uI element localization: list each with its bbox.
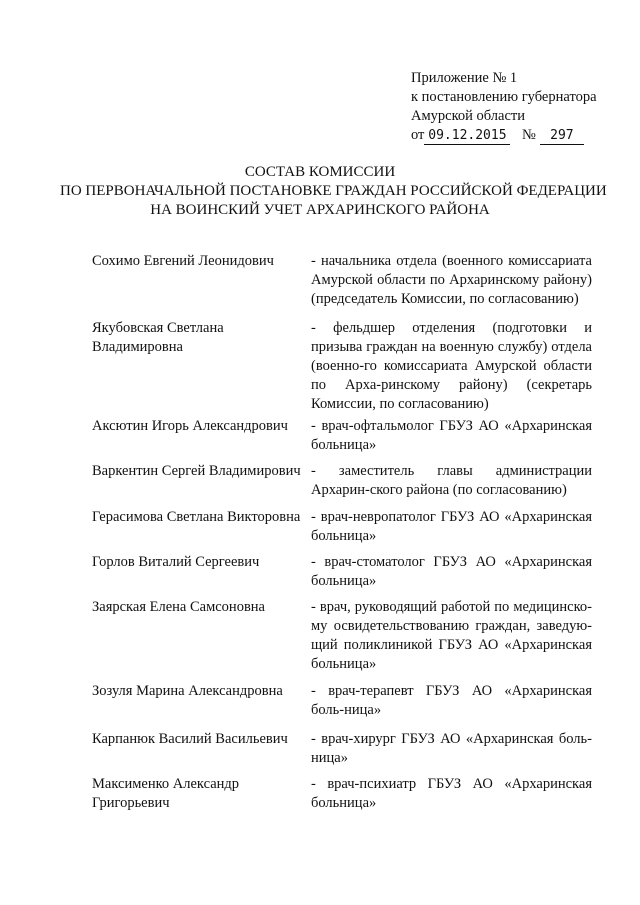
document-title	[60, 163, 607, 220]
member-role: - фельдшер отделения (подготовки и призыва граждан на военную службу) отдела (военно-го комиссариата Амурской области по Арха-ринскому району) (секретарь Комиссии, по согласованию)	[311, 320, 592, 412]
member-name: Максименко Александр Григорьевич	[92, 776, 240, 811]
member-name: Заярская Елена Самсоновна	[92, 599, 265, 615]
member-role: - заместитель главы администрации Архарин-ского района (по согласованию)	[311, 463, 592, 498]
member-name: Варкентин Сергей Владимирович	[92, 463, 301, 479]
member-role: - врач-невропатолог ГБУЗ АО «Архаринская больница»	[311, 509, 592, 544]
member-role: - начальника отдела (военного комиссариата Амурской области по Архаринскому району) (председатель Комиссии, по согласованию)	[311, 253, 592, 307]
title-line-2: ПО ПЕРВОНАЧАЛЬНОЙ ПОСТАНОВКЕ ГРАЖДАН РОССИЙСКОЙ ФЕДЕРАЦИИ	[60, 183, 607, 199]
member-name: Горлов Виталий Сергеевич	[92, 554, 260, 570]
member-name: Карпанюк Василий Васильевич	[92, 731, 288, 747]
member-name: Зозуля Марина Александровна	[92, 683, 283, 699]
member-role: - врач-психиатр ГБУЗ АО «Архаринская больница»	[311, 776, 592, 811]
appendix-heading: Приложение № 1	[411, 70, 518, 86]
member-name: Герасимова Светлана Викторовна	[92, 509, 301, 525]
date-prefix: от	[411, 127, 425, 143]
member-name: Сохимо Евгений Леонидович	[92, 253, 274, 269]
date-value: 09.12.2015	[424, 128, 510, 145]
member-role: - врач, руководящий работой по медицинско-му освидетельствованию граждан, заведую-щий поликлиникой ГБУЗ АО «Архаринская больница»	[311, 599, 592, 672]
title-line-1: СОСТАВ КОМИССИИ	[244, 164, 396, 180]
member-role: - врач-терапевт ГБУЗ АО «Архаринская боль-ница»	[311, 683, 592, 718]
member-role: - врач-офтальмолог ГБУЗ АО «Архаринская больница»	[311, 418, 592, 453]
member-role: - врач-хирург ГБУЗ АО «Архаринская боль-ница»	[311, 731, 592, 766]
number-prefix: №	[522, 127, 536, 143]
appendix-region: Амурской области	[411, 108, 525, 124]
appendix-date-number	[411, 126, 597, 145]
member-name: Аксютин Игорь Александрович	[92, 418, 288, 434]
number-value: 297	[540, 128, 584, 145]
title-line-3: НА ВОИНСКИЙ УЧЕТ АРХАРИНСКОГО РАЙОНА	[150, 202, 490, 218]
appendix-block	[411, 69, 597, 145]
appendix-resolution-ref: к постановлению губернатора	[411, 89, 597, 105]
member-name: Якубовская Светлана Владимировна	[92, 320, 224, 355]
member-role: - врач-стоматолог ГБУЗ АО «Архаринская больница»	[311, 554, 592, 589]
